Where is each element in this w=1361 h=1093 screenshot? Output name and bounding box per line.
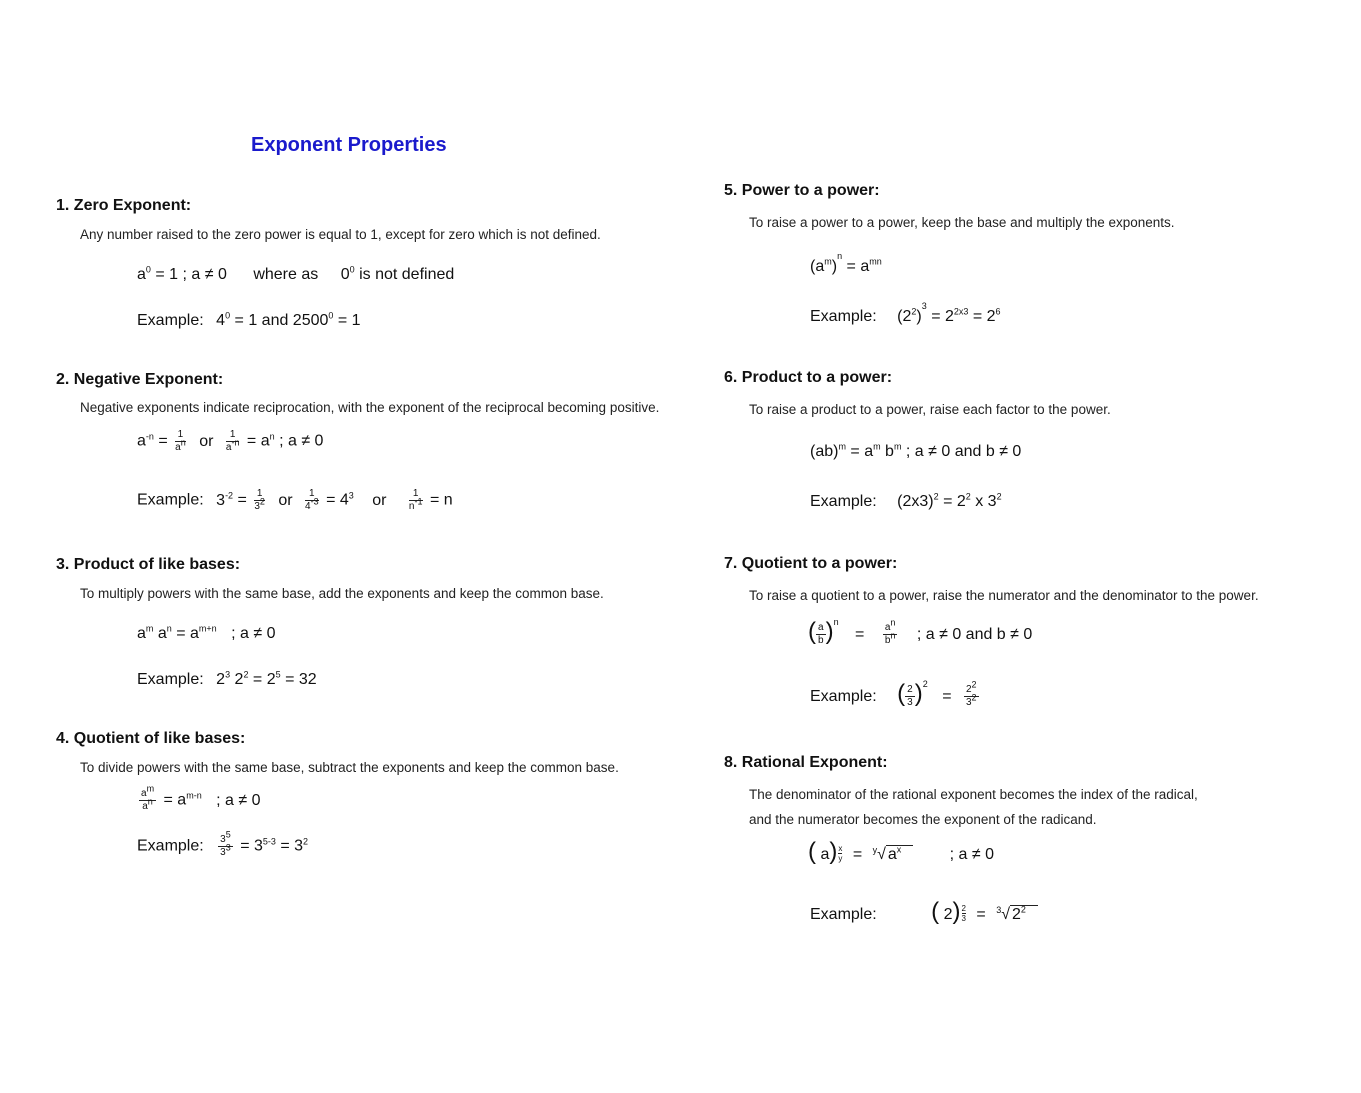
rule-equals: = a	[850, 443, 874, 460]
exponent: 2	[933, 491, 939, 502]
section-heading: 5. Power to a power:	[724, 182, 880, 199]
example-middle: = 1 and 2500	[234, 312, 329, 329]
exponent: 3	[921, 301, 927, 311]
exponent: -2	[225, 490, 234, 501]
numerator: 1	[412, 488, 419, 499]
denominator: 3	[254, 501, 260, 512]
denominator: a	[175, 442, 181, 453]
not-defined-text: is not defined	[359, 266, 455, 283]
rule-equals: = a	[163, 791, 187, 809]
denominator: 3	[961, 914, 966, 923]
denominator: 3	[907, 697, 913, 709]
numerator: 1	[229, 429, 236, 440]
open-paren: (	[931, 898, 940, 925]
exponent: 5	[275, 669, 281, 680]
section-description: Any number raised to the zero power is equal to 1, except for zero which is not defined.	[80, 227, 601, 242]
denominator: a	[225, 442, 232, 453]
rule-formula: $a^{-n}$ = $\frac{1}{an}$ or $\frac{1}{a-n}$ = $a^n$ ; a ≠ 0	[137, 429, 324, 453]
section-description: To multiply powers with the same base, add the exponents and keep the common base.	[80, 586, 604, 601]
example	[810, 898, 1038, 926]
exponent: 3	[348, 490, 354, 501]
or-text: or	[278, 491, 293, 509]
exponent: 2	[996, 491, 1002, 502]
numerator: a	[141, 788, 147, 799]
fraction	[254, 488, 265, 513]
rule-formula	[137, 625, 276, 643]
fraction	[175, 429, 186, 454]
rule-formula	[137, 266, 454, 284]
exponent: 2	[1020, 904, 1026, 915]
fraction	[905, 684, 915, 709]
numerator: a	[818, 622, 824, 634]
numerator: 3	[220, 834, 226, 845]
example-base: 2	[216, 671, 226, 688]
exponent: 2	[971, 692, 977, 703]
example-base: 3	[216, 491, 226, 509]
example-end: = 1	[337, 312, 361, 329]
denominator: 3	[965, 697, 972, 709]
base-a: a	[157, 625, 167, 642]
denominator: n	[408, 501, 415, 512]
example-label: Example:	[137, 837, 204, 855]
rule-condition: ; a ≠ 0	[231, 625, 276, 642]
radicand	[886, 845, 913, 864]
fraction	[964, 679, 979, 709]
exponent: 2x3	[953, 306, 969, 317]
section-heading: 1. Zero Exponent:	[56, 197, 192, 214]
fraction	[218, 829, 233, 859]
rule-close: )	[831, 258, 838, 275]
rule-formula	[810, 251, 882, 276]
example-equals: = 4	[326, 491, 349, 509]
exponent: 3	[225, 842, 231, 853]
denominator: 3	[220, 847, 226, 858]
fraction	[816, 622, 826, 647]
base-b: b	[885, 443, 894, 460]
exponent: n	[833, 617, 839, 627]
radicand-base: a	[887, 846, 897, 863]
example	[810, 680, 982, 709]
open-paren: (	[897, 680, 906, 707]
numerator: x	[838, 844, 843, 853]
exponent: 0	[145, 264, 151, 275]
example-open: (2	[897, 308, 912, 325]
exponent: m	[873, 441, 881, 452]
fraction	[305, 488, 319, 513]
example-label: Example:	[810, 688, 877, 705]
exponent: 2	[965, 491, 971, 502]
example-equals: = 2	[931, 308, 954, 325]
section-heading: 3. Product of like bases:	[56, 556, 241, 573]
example-end: = n	[429, 491, 453, 509]
example-base: 2	[234, 671, 244, 688]
example-equals: = 2	[943, 493, 966, 510]
example-label: Example:	[137, 491, 204, 509]
radical-icon: √	[1001, 906, 1011, 923]
exponent: 0	[328, 310, 334, 321]
exponent: 2	[259, 496, 265, 507]
numerator: 2	[965, 684, 972, 696]
example	[137, 312, 361, 330]
numerator: 1	[177, 429, 184, 440]
section-heading: 2. Negative Exponent:	[56, 371, 224, 388]
base-a: a	[137, 432, 146, 450]
base-a: a	[137, 266, 146, 283]
section-description: Negative exponents indicate reciprocation, with the exponent of the reciprocal becoming positive.	[80, 400, 660, 415]
exponent: n	[890, 617, 896, 628]
exponent: n	[180, 437, 186, 448]
or-text: or	[372, 491, 387, 509]
rule-equals: = a	[846, 258, 870, 275]
exponent: m	[838, 441, 846, 452]
exponent: -n	[231, 437, 240, 448]
exponent: m	[824, 256, 832, 267]
rule-equals: = a	[176, 625, 199, 642]
numerator: 1	[309, 488, 315, 499]
exponent: m-n	[186, 790, 202, 801]
denominator: y	[838, 854, 843, 863]
example	[810, 493, 1002, 511]
example-label: Example:	[810, 308, 877, 325]
example-label: Example:	[137, 312, 204, 329]
exponent: m	[145, 623, 154, 634]
example-base: (2x3)	[897, 493, 934, 510]
close-paren: )	[952, 898, 961, 925]
rule-equation: = 1 ; a ≠ 0	[155, 266, 227, 283]
example-base: 4	[216, 312, 226, 329]
fraction	[226, 429, 240, 454]
exponent: 0	[225, 310, 231, 321]
base-a: a	[820, 846, 830, 863]
denominator: a	[142, 801, 148, 812]
rule-open: (a	[810, 258, 825, 275]
numerator: 2	[961, 904, 966, 913]
section-description: To raise a quotient to a power, raise the numerator and the denominator to the power.	[749, 588, 1259, 603]
example-end: = 2	[972, 308, 996, 325]
exponent: m+n	[198, 623, 217, 634]
example-times: x 3	[975, 493, 997, 510]
where-as-text: where as	[253, 266, 319, 283]
example	[137, 829, 309, 859]
rule-condition: ; a ≠ 0	[216, 791, 261, 809]
exponent: 6	[995, 306, 1001, 317]
denominator: b	[818, 635, 824, 647]
denominator: 4	[305, 501, 311, 512]
exponent: 2	[243, 669, 249, 680]
rule-tail: = a	[246, 432, 270, 450]
exponent: 2	[922, 679, 928, 689]
example-end: = 3	[280, 837, 304, 855]
example-close: )	[916, 308, 922, 325]
base-a: a	[137, 625, 146, 642]
close-paren: )	[914, 680, 923, 707]
radical-icon: √	[877, 846, 886, 863]
exponent: -3	[310, 496, 319, 507]
page-title: Exponent Properties	[251, 134, 447, 156]
exponent: mn	[869, 256, 882, 267]
rule-formula	[810, 443, 1021, 461]
section-description: To raise a product to a power, raise each factor to the power.	[749, 402, 1111, 417]
example-label: Example:	[810, 906, 877, 923]
numerator: 1	[256, 488, 263, 499]
rule-formula	[808, 838, 994, 866]
example	[137, 671, 317, 689]
exponent: 2	[971, 679, 977, 690]
fraction-exponent	[838, 844, 842, 863]
fraction	[139, 783, 156, 813]
numerator: 2	[907, 684, 913, 696]
fraction	[883, 617, 898, 647]
rule-condition: ; a ≠ 0 and b ≠ 0	[905, 443, 1022, 460]
rule-base: (ab)	[810, 443, 839, 460]
example-equals: = 3	[240, 837, 263, 855]
section-heading: 7. Quotient to a power:	[724, 555, 898, 572]
example-end: = 32	[285, 671, 317, 688]
exponent: -n	[145, 431, 154, 442]
rule-formula	[136, 783, 261, 813]
exponent: n	[890, 630, 896, 641]
or-text: or	[199, 432, 214, 450]
exponent: 0	[349, 264, 355, 275]
example: Example: $3^{-2}$ = $\frac{1}{32}$ or $\frac{1}{4-3}$ = $4^3$ or $\frac{1}{n-1}$ = n	[137, 488, 453, 512]
zero-base: 0	[340, 266, 350, 283]
section-heading: 6. Product to a power:	[724, 369, 893, 386]
equals: =	[855, 626, 865, 643]
radicand	[1010, 905, 1038, 924]
example-base: 2	[943, 906, 953, 923]
radical-index: y	[872, 844, 878, 855]
exponent: n	[269, 431, 275, 442]
exponent: n	[166, 623, 172, 634]
exponent: 5-3	[262, 836, 276, 847]
exponent: -1	[414, 496, 423, 507]
close-paren: )	[829, 838, 838, 865]
rule-formula	[808, 618, 1032, 647]
section-description: To divide powers with the same base, subtract the exponents and keep the common base.	[80, 760, 619, 775]
exponent: n	[837, 251, 843, 261]
equals: =	[942, 688, 952, 705]
exponent: 5	[225, 829, 231, 840]
radicand-base: 2	[1012, 906, 1021, 923]
close-paren: )	[825, 618, 834, 645]
rule-condition: ; a ≠ 0	[279, 432, 324, 450]
open-paren: (	[808, 618, 816, 645]
numerator: a	[884, 622, 891, 634]
denominator: b	[884, 635, 891, 647]
section-heading: 4. Quotient of like bases:	[56, 730, 246, 747]
example-label: Example:	[137, 671, 204, 688]
example-equals: = 2	[252, 671, 276, 688]
rule-condition: ; a ≠ 0 and b ≠ 0	[916, 626, 1033, 643]
exponent: m	[146, 783, 155, 794]
section-description: To raise a power to a power, keep the base and multiply the exponents.	[749, 215, 1175, 230]
equals: =	[976, 906, 986, 923]
example-label: Example:	[810, 493, 877, 510]
exponent: 3	[225, 669, 231, 680]
fraction	[409, 488, 423, 513]
example	[810, 301, 1001, 326]
equals: =	[852, 846, 863, 863]
exponent: 2	[303, 836, 309, 847]
open-paren: (	[808, 838, 816, 865]
radical-index: 3	[996, 904, 1002, 915]
exponent: m	[893, 441, 902, 452]
section-description-line-1: The denominator of the rational exponent becomes the index of the radical,	[749, 787, 1198, 802]
section-description-line-2: and the numerator becomes the exponent of the radicand.	[749, 812, 1097, 827]
rule-condition: ; a ≠ 0	[949, 846, 994, 863]
exponent: 2	[911, 306, 917, 317]
exponent: n	[147, 796, 153, 807]
exponent: x	[896, 844, 902, 855]
fraction-exponent	[962, 904, 966, 923]
section-heading: 8. Rational Exponent:	[724, 754, 888, 771]
